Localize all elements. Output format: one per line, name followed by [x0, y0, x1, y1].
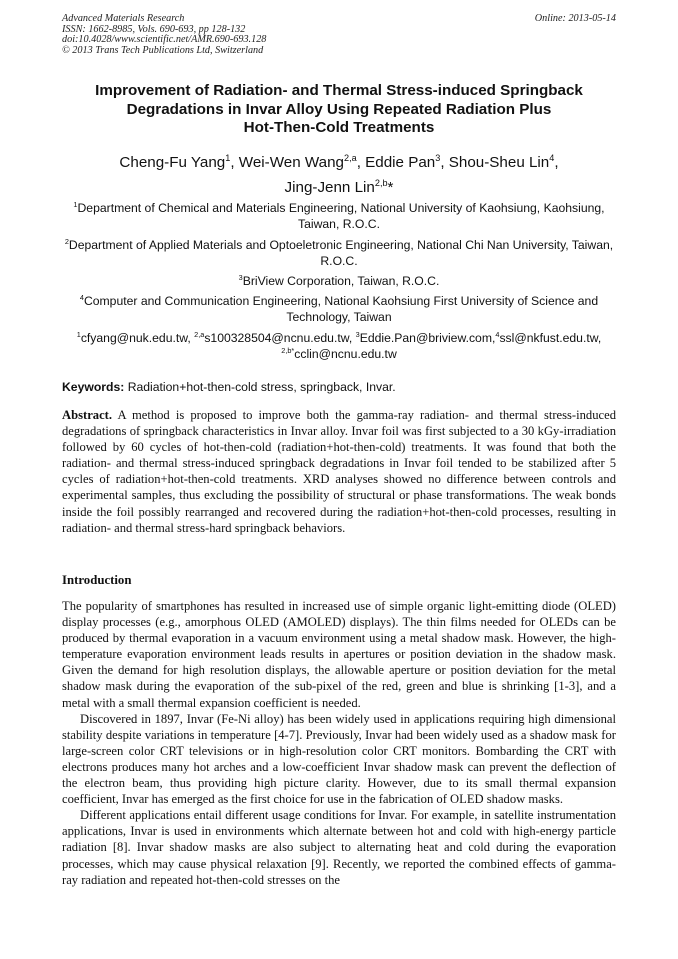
email-sup: 3: [355, 329, 360, 339]
paper-title: [62, 82, 616, 138]
section-heading-introduction: Introduction: [62, 573, 132, 587]
affiliation-sup: 4: [79, 292, 84, 302]
affiliation-3: [62, 273, 616, 289]
paragraph: Discovered in 1897, Invar (Fe-Ni alloy) has been widely used in applications requiring high dimensional stability despite variations in temperature [4-7]. Previously, Invar had been widely used as a shadow mask for large-screen color CRT televisions or in high-resolution color CRT monitors. Bombarding the CRT with electrons produces many hot arches and a low-coefficient Invar shadow mask can prevent the deflection of the electron beam, thus providing high picture clarity. However, due to its small thermal expansion coefficient, Invar has emerged as the first choice for use in the fabrication of OLED shadow masks.: [62, 711, 616, 807]
affiliation-text: Department of Applied Materials and Optoeletronic Engineering, National Chi Nan University, Taiwan, R.O.C.: [68, 238, 614, 269]
email-sup: 4: [495, 329, 500, 339]
title-line-2: Degradations in Invar Alloy Using Repeated Radiation Plus: [126, 100, 552, 118]
email-sup: 1: [76, 329, 81, 339]
email-link[interactable]: cclin@ncnu.edu.tw: [294, 347, 397, 362]
author-sup: 2,a: [344, 152, 357, 163]
affiliation-sup: 1: [73, 199, 78, 209]
email-link[interactable]: Eddie.Pan@briview.com,: [359, 331, 496, 345]
author-sup: 2,b: [374, 177, 388, 188]
affiliation-sup: 2: [64, 236, 69, 246]
email-sup: 2,b*: [281, 346, 295, 356]
author-name: Wei-Wen Wang: [238, 154, 345, 171]
keywords-text: Radiation+hot-then-cold stress, springback, Invar.: [127, 380, 396, 394]
author-name: Jing-Jenn Lin: [284, 179, 375, 196]
affiliation-4: [62, 293, 616, 325]
affiliation-sup: 3: [238, 272, 243, 282]
author-sup: 3: [435, 152, 441, 163]
email-link[interactable]: cfyang@nuk.edu.tw,: [80, 331, 191, 345]
abstract: [62, 407, 616, 536]
affiliation-text: Department of Chemical and Materials Engineering, National University of Kaohsiung, Kaohsiung, Taiwan, R.O.C.: [77, 201, 605, 232]
abstract-label: Abstract.: [62, 408, 113, 422]
title-line-3: Hot-Then-Cold Treatments: [243, 119, 435, 136]
paragraph: Different applications entail different usage conditions for Invar. For example, in satellite instrumentation applications, Invar is used in environments which alternate between hot and cold with high-energy particle radiation [8]. Invar shadow masks are also subject to alternating heat and cold during the evaporation processes, which may cause physical relaxation [9]. Recently, we reported the combined effects of gamma-ray radiation and repeated hot-then-cold stresses on the: [62, 808, 616, 887]
author-name: Shou-Sheu Lin: [448, 154, 550, 171]
journal-header: [62, 14, 616, 56]
affiliation-2: [62, 237, 616, 269]
author-name: Cheng-Fu Yang: [119, 154, 226, 171]
title-line-1: Improvement of Radiation- and Thermal Stress-induced Springback: [95, 82, 583, 99]
journal-issn: ISSN: 1662-8985, Vols. 690-693, pp 128-132: [62, 23, 246, 35]
keywords: [62, 380, 616, 394]
affiliation-1: [62, 200, 616, 232]
author-sup: 1: [225, 152, 231, 163]
journal-copyright: © 2013 Trans Tech Publications Ltd, Switzerland: [62, 44, 264, 56]
paragraph: The popularity of smartphones has resulted in increased use of simple organic light-emitting diode (OLED) display processes (e.g., amorphous OLED (AMOLED) displays). The thin films needed for OLEDs can be produced by thermal evaporation in a vacuum environment using a metal shadow mask. However, the high-temperature evaporation environment leads results in apertures or position deviation in the shadow mask. Given the demand for high resolution displays, the allowable aperture or position deviation for the metal shadow mask during the evaporation of the sub-pixel of the red, green and blue is shrinking [1-3], and a metal with a small thermal expansion coefficient is needed.: [62, 599, 616, 710]
keywords-label: Keywords:: [62, 380, 125, 394]
email-link[interactable]: s100328504@ncnu.edu.tw,: [204, 331, 353, 345]
email-list: [62, 330, 616, 362]
affiliation-text: BriView Corporation, Taiwan, R.O.C.: [242, 274, 440, 288]
email-link[interactable]: ssl@nkfust.edu.tw,: [499, 331, 602, 345]
affiliation-text: Computer and Communication Engineering, National Kaohsiung First University of Science and Technology, Taiwan: [83, 294, 599, 325]
author-name: Eddie Pan: [365, 154, 436, 171]
online-date: Online: 2013-05-14: [534, 13, 616, 24]
author-sup: 4: [549, 152, 555, 163]
author-list: Cheng-Fu Yang$^1$, Wei-Wen Wang$^{2,a}$, Eddie Pan$^3$, Shou-Sheu Lin$^4$, Jing-Jenn Lin$^{2,b}$*: [119, 152, 559, 196]
journal-doi: doi:10.4028/www.scientific.net/AMR.690-693.128: [62, 34, 267, 45]
corresponding-mark: *: [387, 179, 394, 196]
introduction-body: [62, 598, 616, 888]
abstract-text: A method is proposed to improve both the gamma-ray radiation- and thermal stress-induced degradations of springback characteristics in Invar alloy. Invar foil was first subjected to a 30 kGy-irradiation followed by 60 cycles of hot-then-cold (radiation+hot-then-cold) treatments. It was found that both the radiation- and thermal stress-induced springback degradations in Invar foil tended to be stabilized after 5 cycles of radiation+hot-then-cold treatments. XRD analyses showed no difference between controls and experimental samples, thus excluding the possibility of structural or phase transformations. The weak bonds inside the foil possibly rearranged and recovered during the radiation+hot-then-cold processes, resulting in radiation- and thermal stress-hard springback behaviors.: [62, 408, 616, 535]
journal-name: Advanced Materials Research: [62, 13, 185, 24]
email-sup: 2,a: [194, 329, 205, 339]
